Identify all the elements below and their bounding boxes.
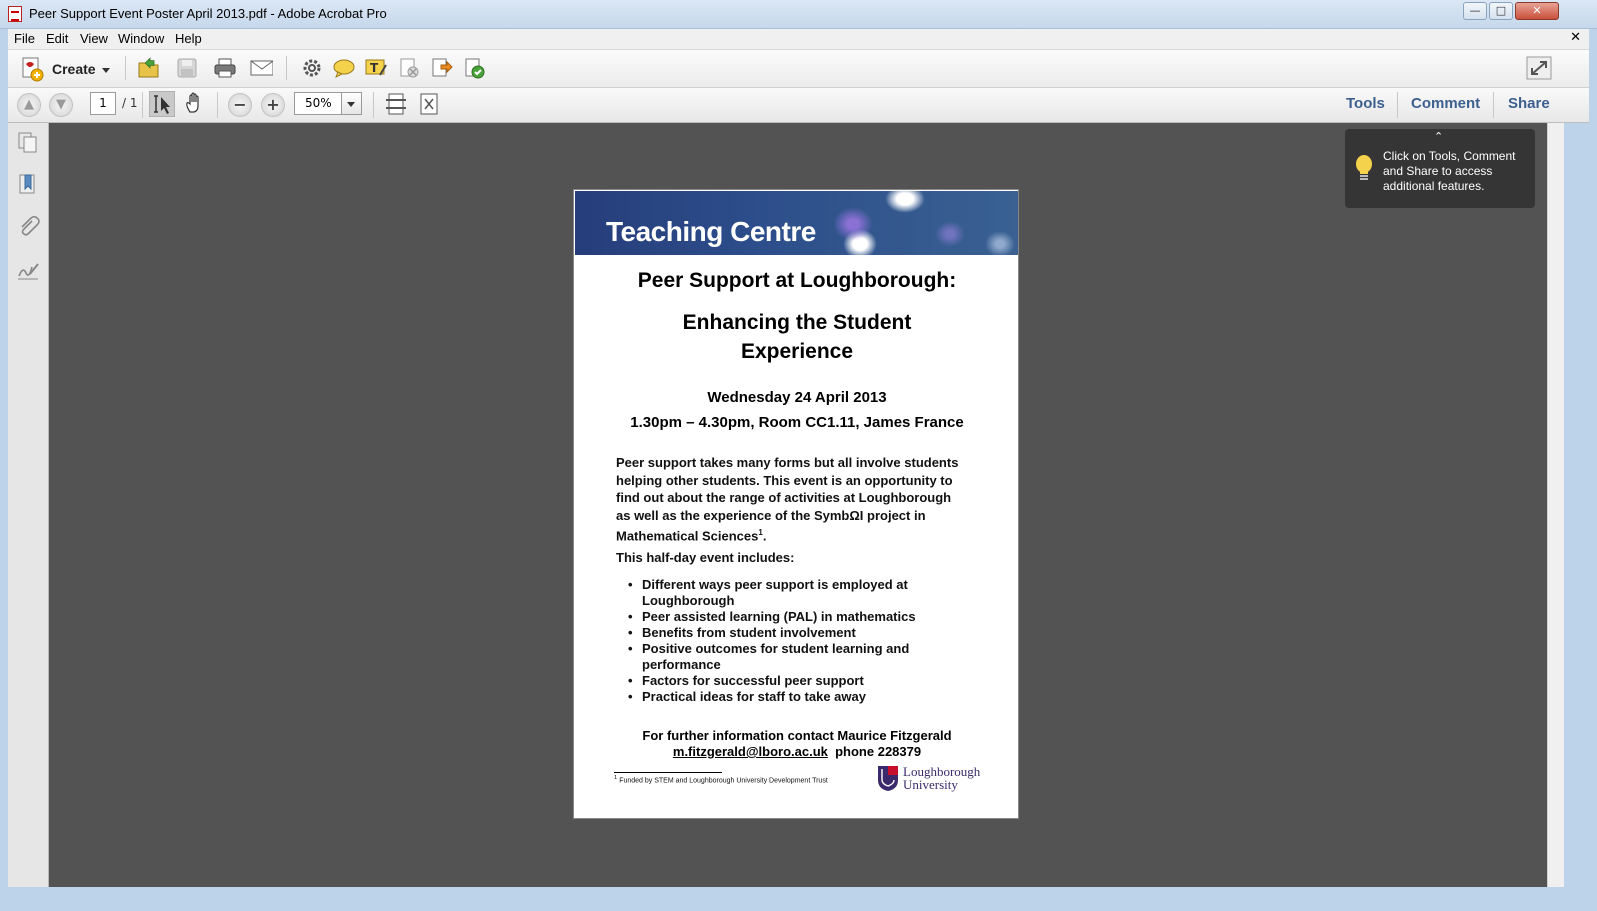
chevron-down-icon: [102, 68, 110, 73]
email-icon[interactable]: [249, 57, 273, 79]
create-button[interactable]: [18, 54, 106, 84]
next-page-icon[interactable]: ▼: [49, 93, 73, 117]
acrobat-app-icon: [8, 6, 22, 22]
bookmarks-icon[interactable]: [16, 173, 40, 197]
menu-bar: [8, 29, 1589, 50]
navigation-pane: [8, 123, 49, 887]
window-title: Peer Support Event Poster April 2013.pdf - Adobe Acrobat Pro: [29, 6, 387, 21]
decorative-light-spot: [885, 191, 925, 213]
zoom-out-icon[interactable]: −: [228, 93, 252, 117]
zoom-level-input[interactable]: 50%: [294, 92, 342, 115]
footnote-number: 1: [614, 775, 618, 781]
list-item: • Peer assisted learning (PAL) in mathematics: [616, 609, 986, 625]
page-total: / 1: [122, 96, 138, 110]
main-toolbar: [8, 50, 1589, 88]
sign-pdf-icon[interactable]: [462, 57, 486, 79]
menu-edit[interactable]: Edit: [46, 31, 69, 46]
separator: [286, 56, 287, 80]
minimize-button[interactable]: —: [1463, 2, 1487, 20]
poster-subheading-2: Experience: [740, 340, 854, 363]
list-item: • Different ways peer support is employed at Loughborough: [616, 577, 986, 609]
close-document-icon[interactable]: ✕: [1570, 30, 1581, 45]
comment-bubble-icon[interactable]: [332, 57, 356, 79]
separator: [1397, 92, 1398, 118]
poster-heading: Peer Support at Loughborough:: [637, 269, 957, 292]
menu-window[interactable]: Window: [118, 31, 165, 46]
hand-tool-icon[interactable]: [183, 92, 207, 116]
menu-help[interactable]: Help: [175, 31, 202, 46]
tab-comment[interactable]: Comment: [1411, 95, 1481, 112]
close-window-button[interactable]: ✕: [1515, 2, 1559, 20]
contact-email-link[interactable]: m.fitzgerald@lboro.ac.uk: [672, 744, 828, 759]
print-icon[interactable]: [213, 57, 237, 79]
includes-label: This half-day event includes:: [616, 550, 795, 565]
menu-file[interactable]: File: [14, 31, 35, 46]
svg-text:T: T: [370, 61, 379, 75]
university-crest-icon: [877, 764, 901, 792]
poster-subheading-1: Enhancing the Student: [682, 311, 912, 334]
list-item: • Benefits from student involvement: [616, 625, 986, 641]
pdf-page: [573, 189, 1019, 819]
event-time-place: 1.30pm – 4.30pm, Room CC1.11, James France: [630, 414, 964, 431]
window-frame-bottom: [0, 887, 1597, 911]
signatures-icon[interactable]: [16, 258, 40, 282]
separator: [1493, 92, 1494, 118]
tab-share[interactable]: Share: [1508, 95, 1550, 112]
select-tool-icon[interactable]: [149, 91, 175, 117]
list-item: • Positive outcomes for student learning and performance: [616, 641, 986, 673]
separator: [125, 56, 126, 80]
create-pdf-icon: [20, 56, 44, 82]
decorative-light-spot: [935, 221, 965, 247]
contact-line: For further information contact Maurice Fitzgerald: [642, 728, 952, 743]
decorative-light-spot: [985, 231, 1015, 255]
fullscreen-icon[interactable]: [1526, 56, 1552, 80]
contact-details: [574, 744, 1020, 759]
tab-tools[interactable]: Tools: [1346, 95, 1385, 112]
navigation-toolbar: [8, 88, 1589, 123]
tooltip-text: Click on Tools, Comment and Share to access additional features.: [1383, 149, 1516, 193]
separator: [217, 92, 218, 118]
contact-phone: phone 228379: [835, 744, 922, 759]
separator: [142, 92, 143, 118]
text-edit-icon[interactable]: [364, 57, 388, 79]
list-item: • Practical ideas for staff to take away: [616, 689, 986, 705]
export-pdf-icon[interactable]: [429, 57, 453, 79]
create-label: Create: [52, 61, 96, 77]
page-thumbnails-icon[interactable]: [16, 131, 40, 155]
intro-line: find out about the range of activities at Loughborough: [616, 490, 952, 506]
poster-banner: [575, 191, 1018, 255]
list-item: • Factors for successful peer support: [616, 673, 986, 689]
logo-text-line1: Loughborough: [903, 764, 981, 779]
zoom-dropdown-button[interactable]: [342, 92, 362, 115]
features-tooltip: [1345, 129, 1535, 208]
intro-line: helping other students. This event is an opportunity to: [616, 472, 953, 488]
footnote: $^1$ Funded by STEM and Loughborough University Development Trust: [614, 775, 828, 785]
zoom-in-icon[interactable]: +: [261, 93, 285, 117]
fit-page-icon[interactable]: [418, 92, 440, 116]
menu-view[interactable]: View: [80, 31, 108, 46]
collapse-arrow-icon[interactable]: ⌃: [1434, 130, 1444, 143]
logo-text-line2: University: [903, 777, 958, 792]
intro-paragraph: [616, 454, 958, 545]
save-icon[interactable]: [175, 57, 199, 79]
decorative-light-spot: [833, 207, 873, 241]
title-bar: [0, 0, 1597, 29]
gear-icon[interactable]: [300, 57, 324, 79]
event-includes-list: [616, 577, 986, 705]
footnote-rule: [614, 772, 722, 773]
loughborough-logo: [877, 764, 989, 792]
banner-title: Teaching Centre: [606, 216, 816, 247]
event-date: Wednesday 24 April 2013: [707, 389, 887, 406]
lightbulb-icon: [1353, 153, 1375, 185]
page-number-input[interactable]: 1: [90, 92, 116, 115]
open-folder-icon[interactable]: [137, 57, 161, 79]
intro-line: Peer support takes many forms but all involve students: [616, 455, 959, 470]
maximize-button[interactable]: □: [1489, 2, 1513, 20]
intro-line: as well as the experience of the SymbΩI project in: [616, 507, 926, 523]
intro-line-last: Mathematical Sciences$^1$.: [616, 528, 767, 544]
fit-width-icon[interactable]: [385, 92, 407, 116]
redact-icon[interactable]: [397, 57, 421, 79]
separator: [373, 92, 374, 118]
previous-page-icon[interactable]: ▲: [17, 93, 41, 117]
footnote-marker: 1: [758, 528, 763, 538]
attachments-icon[interactable]: [16, 215, 40, 239]
vertical-scrollbar[interactable]: [1547, 123, 1564, 887]
